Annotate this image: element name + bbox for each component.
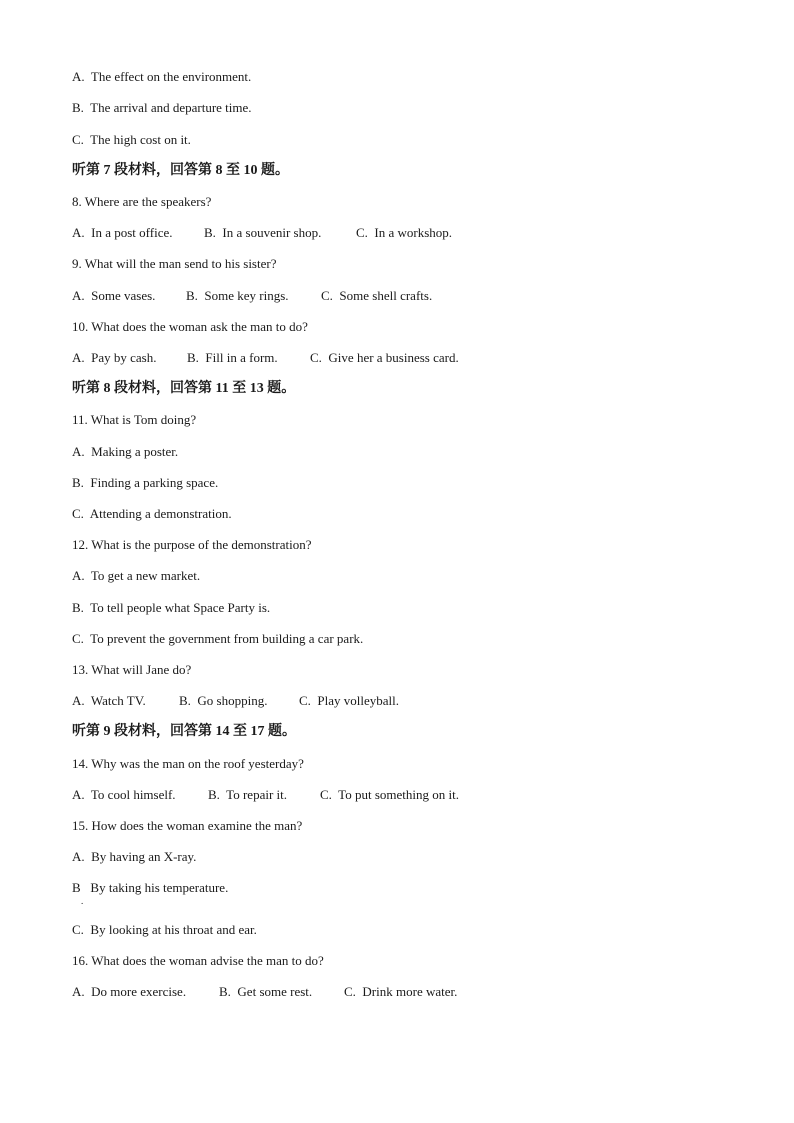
question-line: 11. What is Tom doing? [72, 412, 197, 427]
option-line: C. The high cost on it. [72, 132, 191, 147]
question-line: 15. How does the woman examine the man? [72, 818, 303, 833]
option-line: A. To cool himself. [72, 787, 176, 802]
option-line: A. Making a poster. [72, 444, 179, 459]
option-line: B. Get some rest. [219, 984, 313, 999]
stray-dot: . [81, 896, 84, 906]
option-line: A. To get a new market. [72, 568, 201, 583]
option-line: B By taking his temperature. [72, 880, 229, 895]
option-line: B. Go shopping. [179, 693, 268, 708]
question-line: 8. Where are the speakers? [72, 194, 212, 209]
option-line: C. To prevent the government from building a car park. [72, 631, 364, 646]
option-line: C. Drink more water. [344, 984, 458, 999]
option-line: B. In a souvenir shop. [204, 225, 322, 240]
option-line: A. Watch TV. [72, 693, 146, 708]
option-line: C. Play volleyball. [299, 693, 400, 708]
option-line: B. The arrival and departure time. [72, 100, 252, 115]
question-line: 9. What will the man send to his sister? [72, 256, 277, 271]
option-line: A. The effect on the environment. [72, 69, 252, 84]
option-line: C. To put something on it. [320, 787, 459, 802]
option-line: A. In a post office. [72, 225, 173, 240]
question-line: 10. What does the woman ask the man to do? [72, 319, 308, 334]
option-line: A. Do more exercise. [72, 984, 187, 999]
section-heading: 听第 9 段材料，回答第 14 至 17 题。 [72, 724, 296, 739]
option-line: C. By looking at his throat and ear. [72, 922, 257, 937]
section-heading: 听第 8 段材料，回答第 11 至 13 题。 [72, 381, 296, 396]
option-line: A. Pay by cash. [72, 350, 157, 365]
option-line: B. Finding a parking space. [72, 475, 219, 490]
option-line: C. Some shell crafts. [321, 288, 433, 303]
option-line: A. Some vases. [72, 288, 156, 303]
option-line: B. To repair it. [208, 787, 288, 802]
option-line: A. By having an X-ray. [72, 849, 197, 864]
option-line: B. To tell people what Space Party is. [72, 600, 271, 615]
section-heading: 听第 7 段材料，回答第 8 至 10 题。 [72, 163, 289, 178]
question-line: 12. What is the purpose of the demonstration? [72, 537, 312, 552]
option-line: C. Give her a business card. [310, 350, 459, 365]
option-line: C. Attending a demonstration. [72, 506, 232, 521]
option-line: B. Fill in a form. [187, 350, 278, 365]
option-line: B. Some key rings. [186, 288, 289, 303]
question-line: 13. What will Jane do? [72, 662, 192, 677]
question-line: 16. What does the woman advise the man to do? [72, 953, 324, 968]
option-line: C. In a workshop. [356, 225, 453, 240]
question-line: 14. Why was the man on the roof yesterday? [72, 756, 304, 771]
